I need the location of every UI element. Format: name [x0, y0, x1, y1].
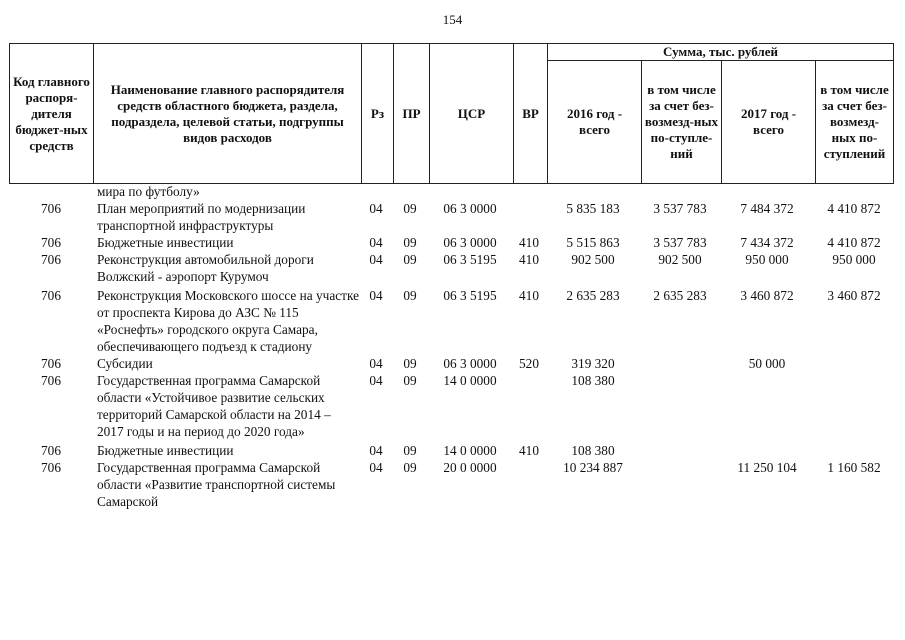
row-2017-free: 1 160 582	[827, 460, 881, 475]
row-rz: 04	[369, 460, 383, 475]
header-pr: ПР	[394, 44, 430, 184]
row-pr: 09	[403, 460, 417, 475]
table-row	[9, 183, 893, 197]
row-pr: 09	[403, 235, 417, 250]
table-row	[9, 234, 893, 251]
row-2016-total: 108 380	[571, 373, 615, 388]
row-pr: 09	[403, 443, 417, 458]
row-csr: 06 3 0000	[443, 356, 497, 371]
row-csr: 06 3 5195	[443, 288, 497, 303]
header-csr: ЦСР	[430, 44, 514, 184]
row-rz: 04	[369, 356, 383, 371]
header-vr: ВР	[514, 44, 548, 184]
row-name: Реконструкция автомобильной дороги Волжский - аэропорт Курумоч	[97, 252, 314, 284]
row-2017-total: 7 434 372	[740, 235, 794, 250]
table-row	[9, 372, 893, 440]
header-code: Код главного распоря-дителя бюджет-ных средств	[10, 44, 94, 184]
row-code: 706	[41, 373, 61, 388]
header-2016-total: 2016 год - всего	[548, 61, 642, 184]
table-row	[9, 200, 893, 234]
row-name: мира по футболу»	[97, 184, 200, 199]
row-vr: 410	[519, 252, 539, 267]
row-2017-total: 3 460 872	[740, 288, 794, 303]
row-csr: 14 0 0000	[443, 373, 497, 388]
row-pr: 09	[403, 356, 417, 371]
row-2016-free: 3 537 783	[653, 235, 707, 250]
table-row	[9, 442, 893, 459]
row-2017-free: 4 410 872	[827, 235, 881, 250]
row-2016-total: 2 635 283	[566, 288, 620, 303]
budget-table-header	[9, 43, 894, 184]
row-rz: 04	[369, 288, 383, 303]
row-2016-total: 10 234 887	[563, 460, 623, 475]
row-code: 706	[41, 288, 61, 303]
header-sum-group: Сумма, тыс. рублей	[548, 44, 894, 61]
row-rz: 04	[369, 201, 383, 216]
header-2017-free: в том числе за счет без-возмезд-ных по-ступлений	[816, 61, 894, 184]
row-vr: 520	[519, 356, 539, 371]
row-pr: 09	[403, 288, 417, 303]
row-pr: 09	[403, 252, 417, 267]
row-name: Реконструкция Московского шоссе на участке от проспекта Кирова до АЗС № 115 «Роснефть» городского округа Самара, обеспечивающего подъезд к стадиону	[97, 288, 359, 354]
row-name: Бюджетные инвестиции	[97, 443, 234, 458]
row-code: 706	[41, 356, 61, 371]
row-2016-free: 902 500	[658, 252, 702, 267]
budget-table-body	[9, 184, 893, 510]
row-csr: 06 3 5195	[443, 252, 497, 267]
table-row	[9, 355, 893, 372]
header-2016-free: в том числе за счет без-возмезд-ных по-ступле-ний	[642, 61, 722, 184]
row-name: Бюджетные инвестиции	[97, 235, 234, 250]
row-pr: 09	[403, 373, 417, 388]
row-2017-total: 11 250 104	[737, 460, 797, 475]
row-rz: 04	[369, 235, 383, 250]
page-number: 154	[442, 12, 463, 27]
row-name: Государственная программа Самарской области «Устойчивое развитие сельских территорий Самарской области на 2014 – 2017 годы и на период до 2020 года»	[97, 373, 331, 439]
table-row	[9, 459, 893, 510]
table-row	[9, 251, 893, 285]
row-vr: 410	[519, 235, 539, 250]
row-vr: 410	[519, 443, 539, 458]
row-vr: 410	[519, 288, 539, 303]
row-2016-free: 2 635 283	[653, 288, 707, 303]
header-name: Наименование главного распорядителя средств областного бюджета, раздела, подраздела, целевой статьи, подгруппы видов расходов	[94, 44, 362, 184]
row-code: 706	[41, 201, 61, 216]
row-2016-total: 108 380	[571, 443, 615, 458]
row-rz: 04	[369, 443, 383, 458]
row-2017-free: 3 460 872	[827, 288, 881, 303]
row-rz: 04	[369, 373, 383, 388]
row-csr: 14 0 0000	[443, 443, 497, 458]
row-code: 706	[41, 443, 61, 458]
row-csr: 20 0 0000	[443, 460, 497, 475]
header-rz: Рз	[362, 44, 394, 184]
row-code: 706	[41, 252, 61, 267]
row-2016-total: 902 500	[571, 252, 615, 267]
row-code: 706	[41, 460, 61, 475]
row-2016-total: 319 320	[571, 356, 615, 371]
row-name: Субсидии	[97, 356, 153, 371]
row-name: Государственная программа Самарской области «Развитие транспортной системы Самарской	[97, 460, 336, 509]
row-name: План мероприятий по модернизации транспортной инфраструктуры	[97, 201, 306, 233]
row-csr: 06 3 0000	[443, 201, 497, 216]
row-2017-total: 7 484 372	[740, 201, 794, 216]
row-2017-free: 4 410 872	[827, 201, 881, 216]
row-csr: 06 3 0000	[443, 235, 497, 250]
row-2016-total: 5 835 183	[566, 201, 620, 216]
row-code: 706	[41, 235, 61, 250]
row-2017-free: 950 000	[832, 252, 876, 267]
row-2016-total: 5 515 863	[566, 235, 620, 250]
table-row	[9, 287, 893, 355]
row-2017-total: 50 000	[748, 356, 786, 371]
row-2016-free: 3 537 783	[653, 201, 707, 216]
row-pr: 09	[403, 201, 417, 216]
header-2017-total: 2017 год - всего	[722, 61, 816, 184]
row-rz: 04	[369, 252, 383, 267]
row-2017-total: 950 000	[745, 252, 789, 267]
